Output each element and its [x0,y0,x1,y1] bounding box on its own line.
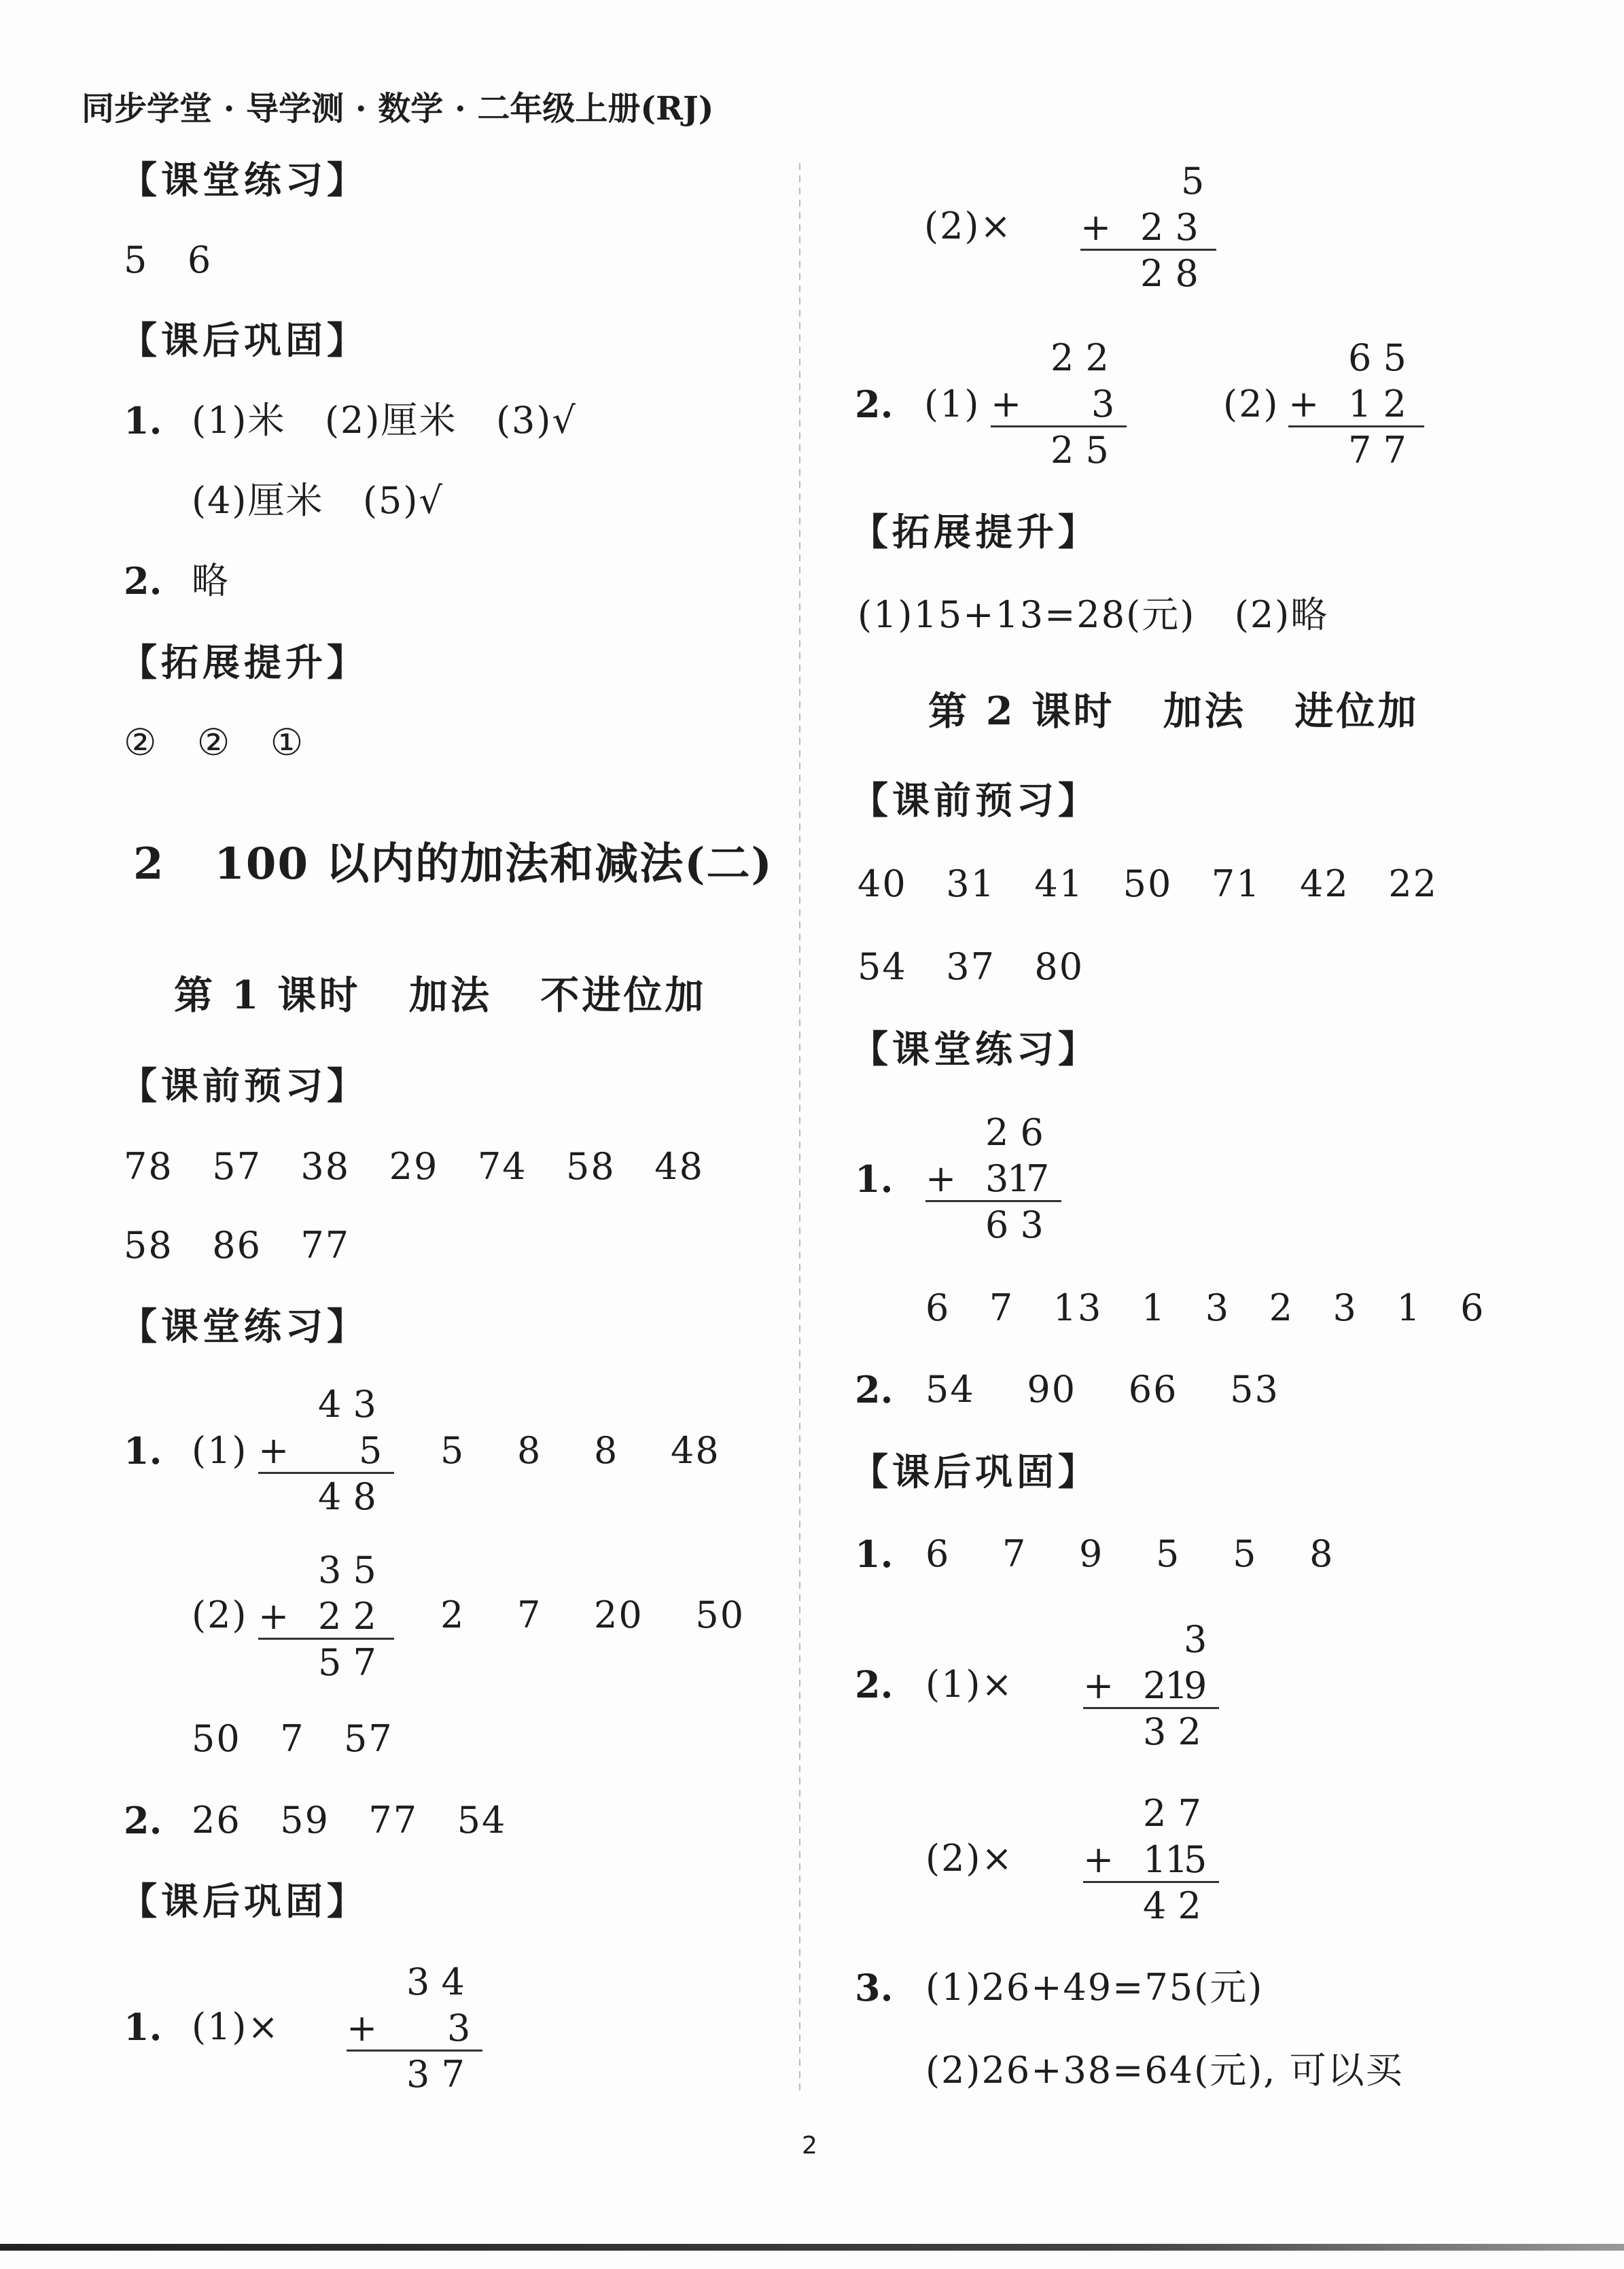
answer-line: 50 7 57 [192,1717,393,1760]
plus-sign: + [991,383,1022,425]
plus-sign: + [1080,206,1112,249]
addend-bottom: 2 3 [1140,206,1199,249]
section-title: 【课后巩固】 [120,1879,369,1923]
sum-line [1083,1881,1219,1883]
plus-sign: + [258,1595,289,1638]
sum-line [347,2050,482,2052]
answer-line: 78 57 38 29 74 58 48 [124,1145,704,1188]
answer-line: 54 37 80 [858,945,1084,988]
answer-line: 26 59 77 54 [192,1799,507,1842]
sum: 3 7 [406,2053,465,2096]
addend-bottom-tens: 3 [985,1157,1009,1200]
lesson-title: 第 1 课时 加法 不进位加 [174,972,707,1018]
addend-top: 2 6 [985,1111,1044,1154]
part-label: (1) [924,383,981,425]
lesson-title: 第 2 课时 加法 进位加 [928,688,1419,734]
sum-line [1288,425,1424,427]
question-number: 1. [124,399,162,442]
sum: 4 8 [318,1475,376,1518]
plus-sign: + [925,1157,957,1200]
addend-bottom-ones: 7 [1026,1157,1050,1200]
part-label: (2)× [925,1837,1014,1880]
answer-line: 58 86 77 [124,1224,351,1267]
section-title: 【课前预习】 [120,1063,369,1108]
addend-top: 4 3 [318,1383,376,1426]
part-label: (1)× [925,1663,1014,1706]
question-number: 1. [124,2005,162,2049]
section-title: 【课堂练习】 [120,1304,369,1348]
answer-line: 40 31 41 50 71 42 22 [858,862,1438,905]
part-label: (1) [192,1429,248,1472]
carry-digit: 1 [1165,1664,1188,1707]
question-number: 3. [855,1966,894,2009]
answer-line: 6 7 13 1 3 2 3 1 6 [925,1286,1485,1329]
addend-top: 2 7 [1143,1792,1201,1835]
plus-sign: + [1083,1838,1114,1881]
sum: 2 8 [1140,252,1199,295]
sum: 3 2 [1143,1710,1201,1753]
question-number: 2. [855,1368,894,1411]
page-number: 2 [802,2132,817,2160]
section-title: 【课前预习】 [851,778,1100,822]
question-number: 1. [855,1157,894,1201]
section-title: 【拓展提升】 [120,640,369,684]
sum: 2 5 [1051,429,1109,472]
plus-sign: + [1083,1664,1114,1707]
part-label: (2)× [924,205,1012,247]
plus-sign: + [1288,383,1320,425]
running-header: 同步学堂 · 导学测 · 数学 · 二年级上册(RJ) [82,90,714,128]
answer-line: 5 6 [124,239,213,281]
plus-sign: + [258,1429,289,1472]
sum-line [1083,1707,1219,1709]
bottom-rule [0,2244,1624,2251]
addend-bottom-ones: 5 [1184,1838,1207,1881]
question-number: 2. [855,1663,894,1706]
answer-line: ② ② ① [124,721,305,764]
sum-line [1080,249,1216,251]
addend-top: 3 [1184,1618,1207,1661]
addend-bottom: 3 [1091,383,1115,425]
answer-line: (1)米 (2)厘米 (3)√ [192,399,577,442]
answer-line: (1)26+49=75(元) [925,1966,1264,2009]
answer-line: (4)厘米 (5)√ [192,479,444,522]
question-number: 2. [124,1799,162,1842]
addend-bottom: 3 [447,2007,471,2050]
part-label: (2) [192,1594,248,1636]
question-number: 2. [124,559,162,603]
sum: 5 7 [318,1641,376,1684]
sum-line [991,425,1127,427]
column-divider [799,163,800,2093]
chapter-title: 2 100 以内的加法和减法(二) [133,839,773,890]
carry-digit: 1 [1007,1157,1031,1200]
section-title: 【课堂练习】 [120,158,369,202]
addend-bottom: 2 2 [318,1595,376,1638]
addend-bottom-tens: 1 [1143,1838,1167,1881]
addend-bottom-ones: 9 [1184,1664,1207,1707]
answer-line: 6 7 9 5 5 8 [925,1532,1335,1575]
plus-sign: + [347,2007,378,2050]
section-title: 【拓展提升】 [851,510,1100,554]
sum-line [258,1472,394,1474]
question-number: 1. [855,1532,894,1576]
section-title: 【课后巩固】 [851,1449,1100,1494]
section-title: 【课堂练习】 [851,1027,1100,1071]
addend-top: 6 5 [1348,336,1407,379]
answer-line: 5 8 8 48 [440,1429,720,1472]
question-number: 1. [124,1429,162,1473]
section-title: 【课后巩固】 [120,318,369,362]
addend-bottom: 1 2 [1348,383,1407,425]
answer-line: 略 [192,559,230,602]
addend-bottom-tens: 2 [1143,1664,1167,1707]
sum: 6 3 [985,1203,1044,1246]
carry-digit: 1 [1165,1838,1188,1881]
addend-top: 3 5 [318,1549,376,1591]
addend-top: 3 4 [406,1960,465,2003]
part-label: (2) [1223,383,1279,425]
sum-line [925,1200,1061,1202]
sum-line [258,1638,394,1640]
question-number: 2. [855,383,894,426]
addend-top: 2 2 [1051,336,1109,379]
addend-top: 5 [1181,160,1205,203]
answer-line: 54 90 66 53 [925,1368,1279,1411]
part-label: (1)× [192,2005,280,2048]
answer-line: 2 7 20 50 [440,1594,745,1636]
addend-bottom: 5 [359,1429,383,1472]
answer-line: (1)15+13=28(元) (2)略 [858,593,1329,636]
answer-line: (2)26+38=64(元), 可以买 [925,2049,1404,2092]
sum: 4 2 [1143,1884,1201,1927]
sum: 7 7 [1348,429,1407,472]
